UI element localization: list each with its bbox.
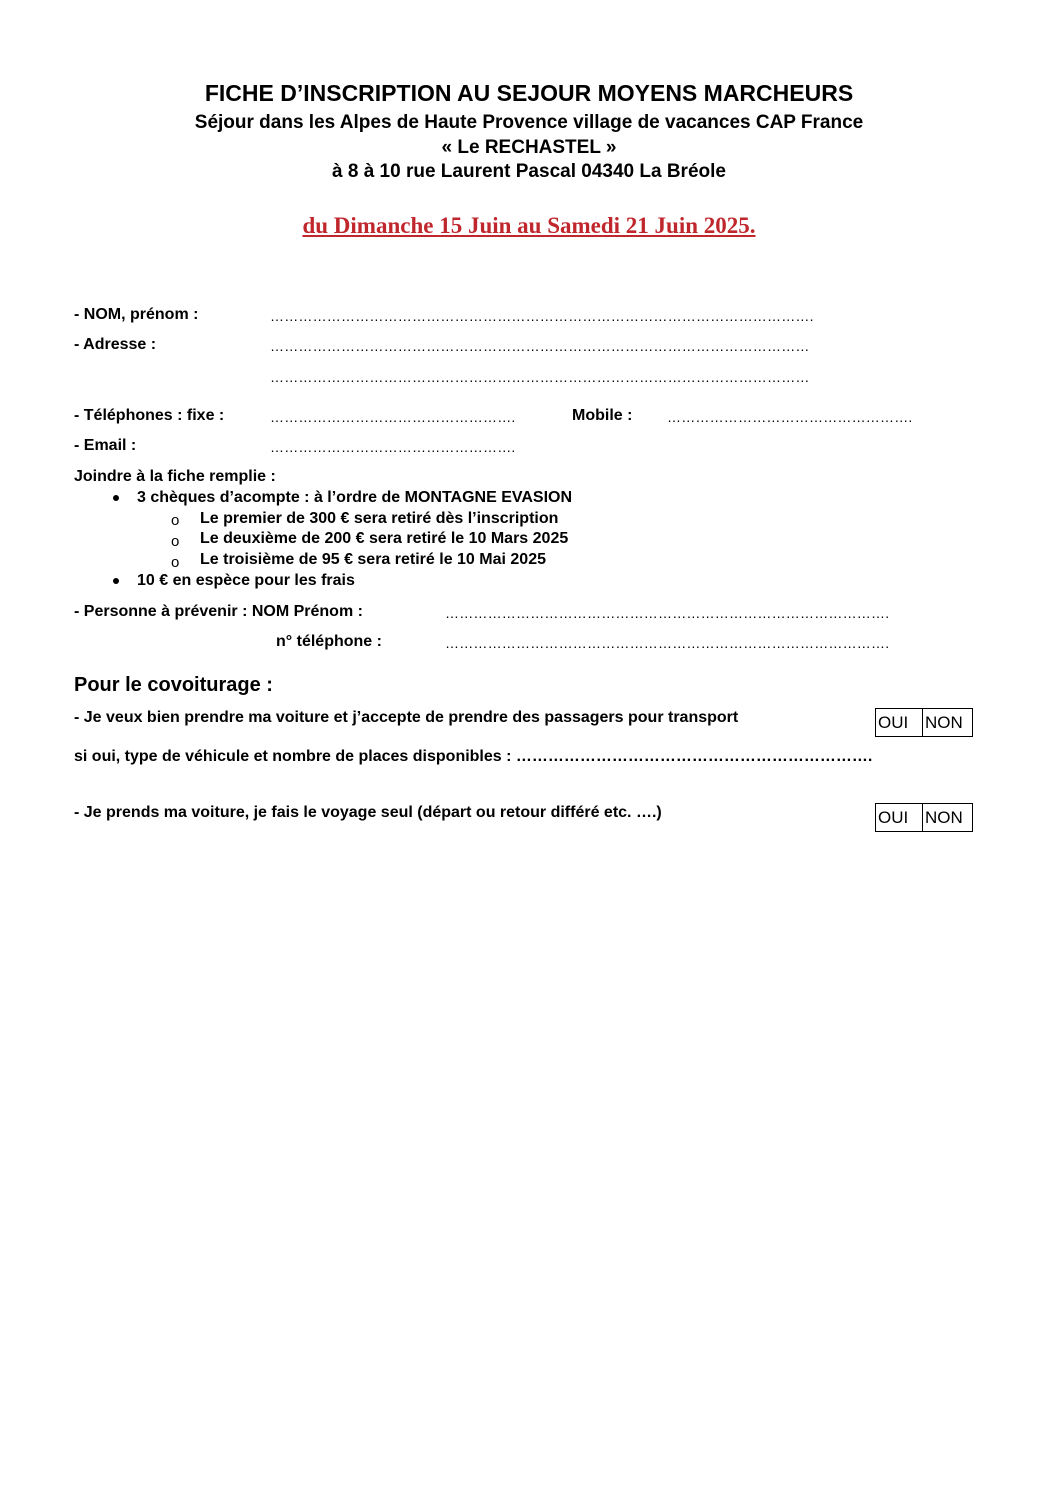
phone-fixed-label: - Téléphones : fixe : xyxy=(74,407,225,424)
mobile-field[interactable]: ……………………………………………. xyxy=(667,409,913,425)
attachment-cash: 10 € en espèce pour les frais xyxy=(137,572,355,589)
bullet-icon xyxy=(113,495,119,501)
sub-bullet-icon: o xyxy=(171,512,180,529)
bullet-icon xyxy=(113,578,119,584)
mobile-label: Mobile : xyxy=(572,407,633,424)
sub-bullet-icon: o xyxy=(171,554,180,571)
address-label: - Adresse : xyxy=(74,336,157,353)
no-option[interactable]: NON xyxy=(925,712,963,732)
address-field-line1[interactable]: …………………………………………………………………………………………………… xyxy=(270,338,810,354)
vehicle-details-field[interactable]: si oui, type de véhicule et nombre de places disponibles : …………………………………………………………. xyxy=(74,748,873,765)
subtitle-venue: « Le RECHASTEL » xyxy=(441,137,617,158)
cheque-2: Le deuxième de 200 € sera retiré le 10 Mars 2025 xyxy=(200,530,569,547)
name-label: - NOM, prénom : xyxy=(74,306,199,323)
attachments-heading: Joindre à la fiche remplie : xyxy=(74,468,276,485)
no-option[interactable]: NON xyxy=(925,807,963,827)
carpool-alone-choice xyxy=(875,803,973,832)
sub-bullet-icon: o xyxy=(171,533,180,550)
carpool-heading: Pour le covoiturage : xyxy=(74,674,273,696)
carpool-question-passengers: - Je veux bien prendre ma voiture et j’accepte de prendre des passagers pour transport xyxy=(74,709,739,726)
yes-option[interactable]: OUI xyxy=(876,709,923,736)
subtitle-address: à 8 à 10 rue Laurent Pascal 04340 La Bréole xyxy=(332,161,726,182)
carpool-question-alone: - Je prends ma voiture, je fais le voyage seul (départ ou retour différé etc. ….) xyxy=(74,804,662,821)
carpool-passengers-choice xyxy=(875,708,973,737)
address-field-line2[interactable]: …………………………………………………………………………………………………… xyxy=(270,369,810,385)
emergency-phone-field[interactable]: …………………………………………………………………………………. xyxy=(445,635,890,651)
email-field[interactable]: ……………………………………………. xyxy=(270,439,516,455)
subtitle-location: Séjour dans les Alpes de Haute Provence village de vacances CAP France xyxy=(194,112,864,133)
emergency-phone-label: n° téléphone : xyxy=(276,633,382,650)
cheque-3: Le troisième de 95 € sera retiré le 10 Mai 2025 xyxy=(200,551,546,568)
cheque-1: Le premier de 300 € sera retiré dès l’inscription xyxy=(200,510,559,527)
email-label: - Email : xyxy=(74,437,137,454)
yes-option[interactable]: OUI xyxy=(876,804,923,831)
attachment-cheques: 3 chèques d’acompte : à l’ordre de MONTAGNE EVASION xyxy=(137,489,573,506)
name-field[interactable]: ……………………………………………………………………………………………………. xyxy=(270,308,814,324)
emergency-contact-field[interactable]: …………………………………………………………………………………. xyxy=(445,605,890,621)
page-title: FICHE D’INSCRIPTION AU SEJOUR MOYENS MARCHEURS xyxy=(204,80,854,106)
phone-fixed-field[interactable]: ……………………………………………. xyxy=(270,409,516,425)
stay-dates: du Dimanche 15 Juin au Samedi 21 Juin 2025. xyxy=(302,213,756,238)
emergency-contact-label: - Personne à prévenir : NOM Prénom : xyxy=(74,603,363,620)
